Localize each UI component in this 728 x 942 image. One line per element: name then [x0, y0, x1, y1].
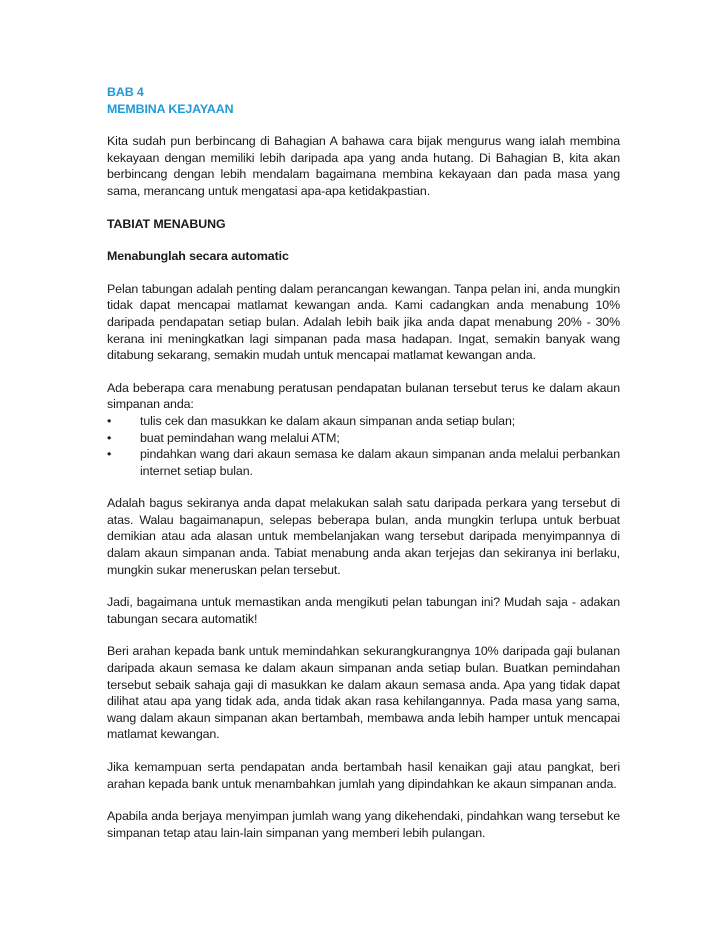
intro-paragraph: Kita sudah pun berbincang di Bahagian A bahawa cara bijak mengurus wang ialah membina kekayaan dengan memiliki lebih daripada apa yang anda hutang. Di Bahagian B, kita akan berbincang dengan lebih mendalam bagaimana membina kekayaan dan pada masa yang sama, merancang untuk mengatasi apa-apa ketidakpastian. — [107, 134, 620, 198]
body-paragraph-4: Beri arahan kepada bank untuk memindahkan sekurangkurangnya 10% daripada gaji bulanan daripada akaun semasa ke dalam akaun simpanan anda setiap bulan. Buatkan pemindahan tersebut sebaik sahaja gaji di masukkan ke dalam akaun semasa anda. Apa yang tidak dapat dilihat atau apa yang tidak ada, anda tidak akan rasa kehilangannya. Pada masa yang sama, wang dalam akaun simpanan akan bertambah, membawa anda lebih hamper untuk mencapai matlamat kewangan. — [107, 644, 620, 742]
body-paragraph-6: Apabila anda berjaya menyimpan jumlah wang yang dikehendaki, pindahkan wang tersebut ke simpanan tetap atau lain-lain simpanan yang memberi lebih pulangan. — [107, 809, 620, 840]
chapter-number: BAB 4 — [107, 85, 144, 99]
document-page — [107, 84, 620, 857]
list-item — [107, 430, 620, 447]
chapter-title: MEMBINA KEJAYAAN — [107, 101, 234, 116]
list-item — [107, 413, 620, 430]
section-subheading: Menabunglah secara automatic — [107, 249, 289, 264]
list-intro-paragraph: Ada beberapa cara menabung peratusan pendapatan bulanan tersebut terus ke dalam akaun simpanan anda: — [107, 380, 620, 412]
savings-methods-list — [107, 413, 620, 479]
list-item-text: tulis cek dan masukkan ke dalam akaun simpanan anda setiap bulan; — [140, 413, 516, 428]
list-item — [107, 446, 620, 479]
body-paragraph-5: Jika kemampuan serta pendapatan anda bertambah hasil kenaikan gaji atau pangkat, beri arahan kepada bank untuk menambahkan jumlah yang dipindahkan ke akaun simpanan anda. — [107, 760, 620, 791]
body-paragraph-3: Jadi, bagaimana untuk memastikan anda mengikuti pelan tabungan ini? Mudah saja - adakan tabungan secara automatik! — [107, 595, 620, 626]
list-item-text: pindahkan wang dari akaun semasa ke dalam akaun simpanan anda melalui perbankan internet setiap bulan. — [140, 447, 620, 478]
body-paragraph-2: Adalah bagus sekiranya anda dapat melakukan salah satu daripada perkara yang tersebut di atas. Walau bagaimanapun, selepas beberapa bulan, anda mungkin terlupa untuk berbuat demikian atau ada alasan untuk membelanjakan wang tersebut daripada menyimpannya di dalam akaun simpanan anda. Tabiat menabung anda akan terjejas dan sekiranya ini berlaku, mungkin sukar meneruskan pelan tersebut. — [107, 496, 620, 577]
section-heading: TABIAT MENABUNG — [107, 216, 226, 231]
list-item-text: buat pemindahan wang melalui ATM; — [140, 430, 340, 445]
body-paragraph-1: Pelan tabungan adalah penting dalam perancangan kewangan. Tanpa pelan ini, anda mungkin tidak dapat mencapai matlamat kewangan anda. Kami cadangkan anda menabung 10% daripada pendapatan setiap bulan. Adalah lebih baik jika anda dapat menabung 20% - 30% kerana ini meningkatkan lagi simpanan pada masa hadapan. Ingat, semakin banyak wang ditabung sekarang, semakin mudah untuk mencapai matlamat kewangan anda. — [107, 281, 620, 363]
bullet-icon: • — [107, 447, 112, 462]
bullet-icon: • — [107, 413, 112, 428]
bullet-icon: • — [107, 430, 112, 445]
